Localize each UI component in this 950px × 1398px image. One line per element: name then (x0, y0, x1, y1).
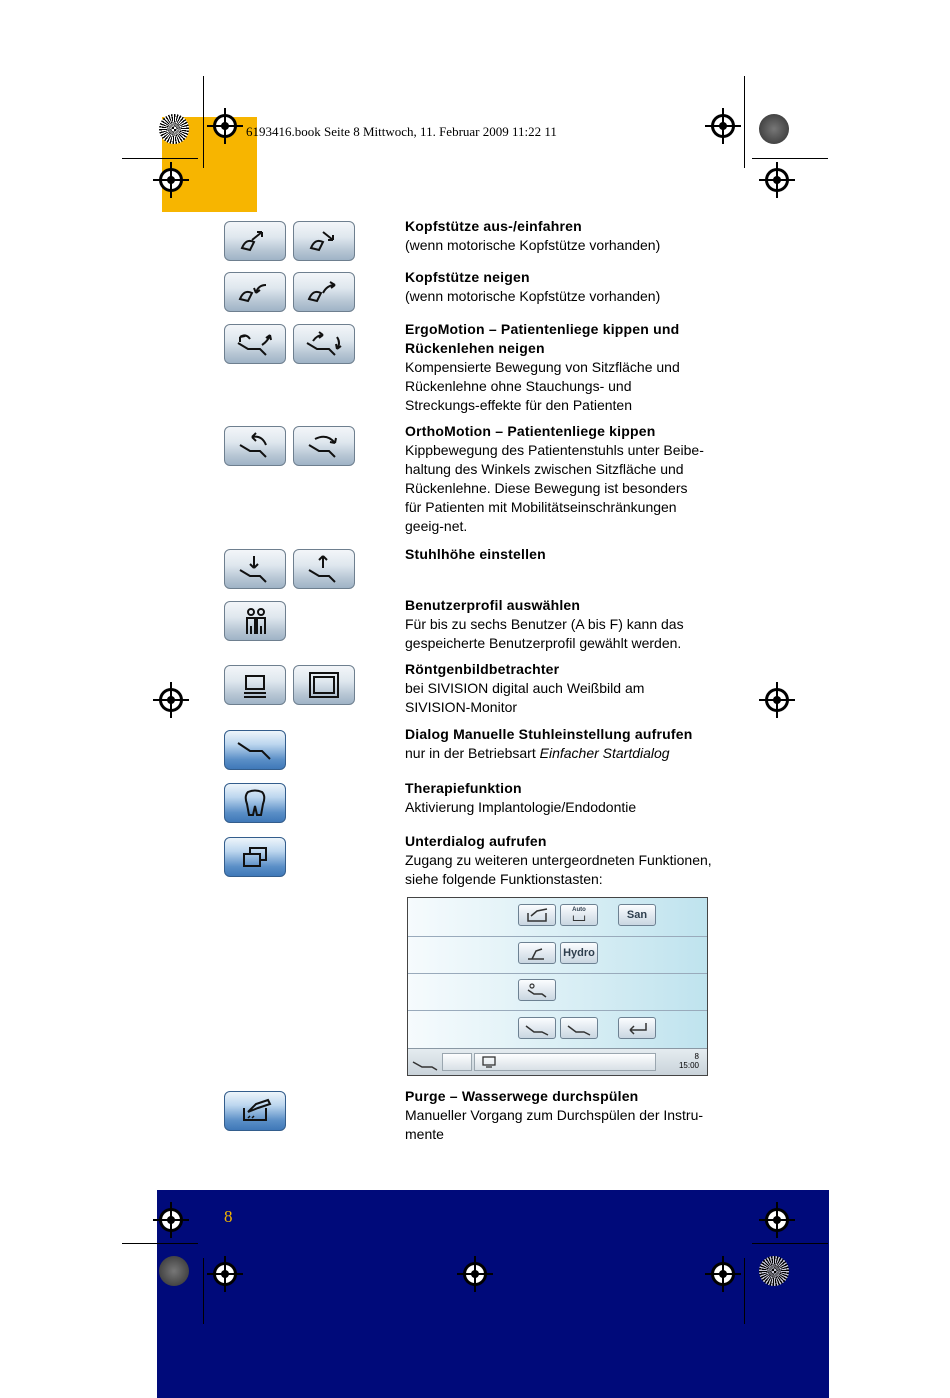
gray-target-icon (159, 1256, 189, 1286)
xray-viewer-small-icon (232, 670, 278, 700)
ergomotion-up-button[interactable] (293, 324, 355, 364)
status-segment (442, 1053, 472, 1071)
entry-desc: nur in der Betriebsart (405, 745, 540, 761)
entry-desc: Zugang zu weiteren untergeordneten Funktionen, siehe folgende Funktionstasten: (405, 852, 712, 887)
chair-manual-icon (232, 735, 278, 765)
chair-manual-button[interactable] (224, 730, 286, 770)
registration-mark-icon (711, 114, 735, 138)
book-header: 6193416.book Seite 8 Mittwoch, 11. Februar 2009 11:22 11 (246, 124, 557, 139)
panel-cup-fill-button[interactable] (518, 942, 556, 964)
orthomotion-forward-icon (301, 431, 347, 461)
crop-line (752, 158, 828, 159)
user-profile-button[interactable] (224, 601, 286, 641)
therapy-function-button[interactable] (224, 783, 286, 823)
orthomotion-back-icon (232, 431, 278, 461)
crop-line (752, 1243, 828, 1244)
star-target-icon (759, 1256, 789, 1286)
entry-purge (405, 1087, 707, 1144)
xray-viewer-large-button[interactable] (293, 665, 355, 705)
panel-chair-position-2-button[interactable] (560, 1017, 598, 1039)
registration-mark-icon (765, 1208, 789, 1232)
headrest-out-icon (232, 226, 278, 256)
entry-desc: (wenn motorische Kopfstütze vorhanden) (405, 288, 661, 304)
crop-line (744, 1258, 745, 1324)
registration-mark-icon (711, 1262, 735, 1286)
san-button[interactable]: San (618, 904, 656, 926)
tooth-icon (232, 788, 278, 818)
headrest-tilt-forward-icon (301, 277, 347, 307)
entry-title: ErgoMotion – Patientenliege kippen und Rückenlehen neigen (405, 321, 680, 356)
user-profile-icon (232, 606, 278, 636)
entry-xray-viewer (405, 660, 715, 717)
crop-line (122, 158, 198, 159)
auto-purge-icon (564, 913, 594, 923)
entry-therapy (405, 779, 715, 817)
entry-desc-italic: Einfacher Startdialog (539, 745, 670, 761)
purge-button[interactable] (224, 1091, 286, 1131)
entry-desc: Kompensierte Bewegung von Sitzfläche und Rückenlehne ohne Stauchungs- und Streckungs-effekte für den Patienten (405, 359, 680, 413)
page-number: 8 (224, 1207, 233, 1226)
entry-desc: Aktivierung Implantologie/Endodontie (405, 799, 637, 815)
entry-title: Unterdialog aufrufen (405, 833, 547, 849)
status-clock (679, 1052, 699, 1070)
entry-chair-height (405, 545, 715, 564)
xray-viewer-large-icon (301, 670, 347, 700)
entry-desc: bei SIVISION digital auch Weißbild am SIVISION-Monitor (405, 680, 645, 715)
registration-mark-icon (213, 1262, 237, 1286)
status-segment (474, 1053, 656, 1071)
entry-title: Kopfstütze aus-/einfahren (405, 218, 582, 234)
crop-line (122, 1243, 198, 1244)
chair-position-icon (522, 1020, 552, 1036)
entry-headrest-tilt (405, 268, 715, 306)
registration-mark-icon (463, 1262, 487, 1286)
entry-title: Röntgenbildbetrachter (405, 661, 560, 677)
panel-status-bar (408, 1048, 707, 1075)
entry-user-profile (405, 596, 715, 653)
entry-title: Therapiefunktion (405, 780, 522, 796)
hydro-button[interactable]: Hydro (560, 942, 598, 964)
ergomotion-down-button[interactable] (224, 324, 286, 364)
panel-purge-button[interactable] (518, 904, 556, 926)
return-icon (622, 1020, 652, 1036)
ergomotion-down-icon (232, 329, 278, 359)
entry-title: Dialog Manuelle Stuhleinstellung aufrufen (405, 726, 693, 742)
footer-band (157, 1190, 829, 1398)
chair-raise-icon (301, 554, 347, 584)
registration-mark-icon (765, 168, 789, 192)
headrest-tilt-forward-button[interactable] (293, 272, 355, 312)
entry-ergomotion (405, 320, 705, 415)
entry-title: OrthoMotion – Patientenliege kippen (405, 423, 656, 439)
entry-desc: Für bis zu sechs Benutzer (A bis F) kann das gespeicherte Benutzerprofil gewählt werden. (405, 616, 684, 651)
ergomotion-up-icon (301, 329, 347, 359)
entry-title: Stuhlhöhe einstellen (405, 546, 546, 562)
gray-target-icon (759, 114, 789, 144)
purge-icon (232, 1096, 278, 1126)
chair-raise-button[interactable] (293, 549, 355, 589)
headrest-tilt-back-icon (232, 277, 278, 307)
entry-headrest-extend (405, 217, 715, 255)
chair-status-icon (410, 1052, 440, 1072)
subdialog-icon (232, 842, 278, 872)
headrest-in-button[interactable] (293, 221, 355, 261)
auto-label: Auto (572, 907, 586, 913)
entry-desc: Kippbewegung des Patientenstuhls unter Beibe-haltung des Winkels zwischen Sitzfläche und Rückenlehne. Diese Bewegung ist besonders für Patienten mit Mobilitätseinschränkungen geeig-net. (405, 442, 704, 534)
chair-lower-button[interactable] (224, 549, 286, 589)
registration-mark-icon (159, 168, 183, 192)
entry-title: Kopfstütze neigen (405, 269, 530, 285)
orthomotion-back-button[interactable] (224, 426, 286, 466)
panel-chair-position-1-button[interactable] (518, 1017, 556, 1039)
star-target-icon (159, 114, 189, 144)
return-button[interactable] (618, 1017, 656, 1039)
subdialog-button[interactable] (224, 837, 286, 877)
entry-title: Purge – Wasserwege durchspülen (405, 1088, 639, 1104)
headrest-tilt-back-button[interactable] (224, 272, 286, 312)
entry-desc: Manueller Vorgang zum Durchspülen der Instru-mente (405, 1107, 704, 1142)
entry-orthomotion (405, 422, 707, 536)
crop-line (203, 1258, 204, 1324)
registration-mark-icon (213, 114, 237, 138)
status-small-number: 8 (694, 1052, 699, 1061)
entry-title: Benutzerprofil auswählen (405, 597, 581, 613)
panel-auto-purge-button[interactable] (560, 904, 598, 926)
entry-manual-chair-dialog (405, 725, 715, 763)
entry-subdialog (405, 832, 713, 889)
cup-fill-icon (522, 945, 552, 961)
subdialog-panel-screenshot (407, 897, 708, 1076)
crop-line (203, 76, 204, 168)
crop-line (744, 76, 745, 168)
headrest-in-icon (301, 226, 347, 256)
status-time: 15:00 (678, 1061, 699, 1070)
purge-icon (522, 907, 552, 923)
orthomotion-forward-button[interactable] (293, 426, 355, 466)
registration-mark-icon (159, 688, 183, 712)
registration-mark-icon (765, 688, 789, 712)
entry-desc: (wenn motorische Kopfstütze vorhanden) (405, 237, 661, 253)
headrest-out-button[interactable] (224, 221, 286, 261)
chair-person-icon (522, 982, 552, 998)
monitor-icon (481, 1056, 497, 1068)
chair-lower-icon (232, 554, 278, 584)
registration-mark-icon (159, 1208, 183, 1232)
chair-position-icon (564, 1020, 594, 1036)
panel-chair-person-button[interactable] (518, 979, 556, 1001)
xray-viewer-small-button[interactable] (224, 665, 286, 705)
